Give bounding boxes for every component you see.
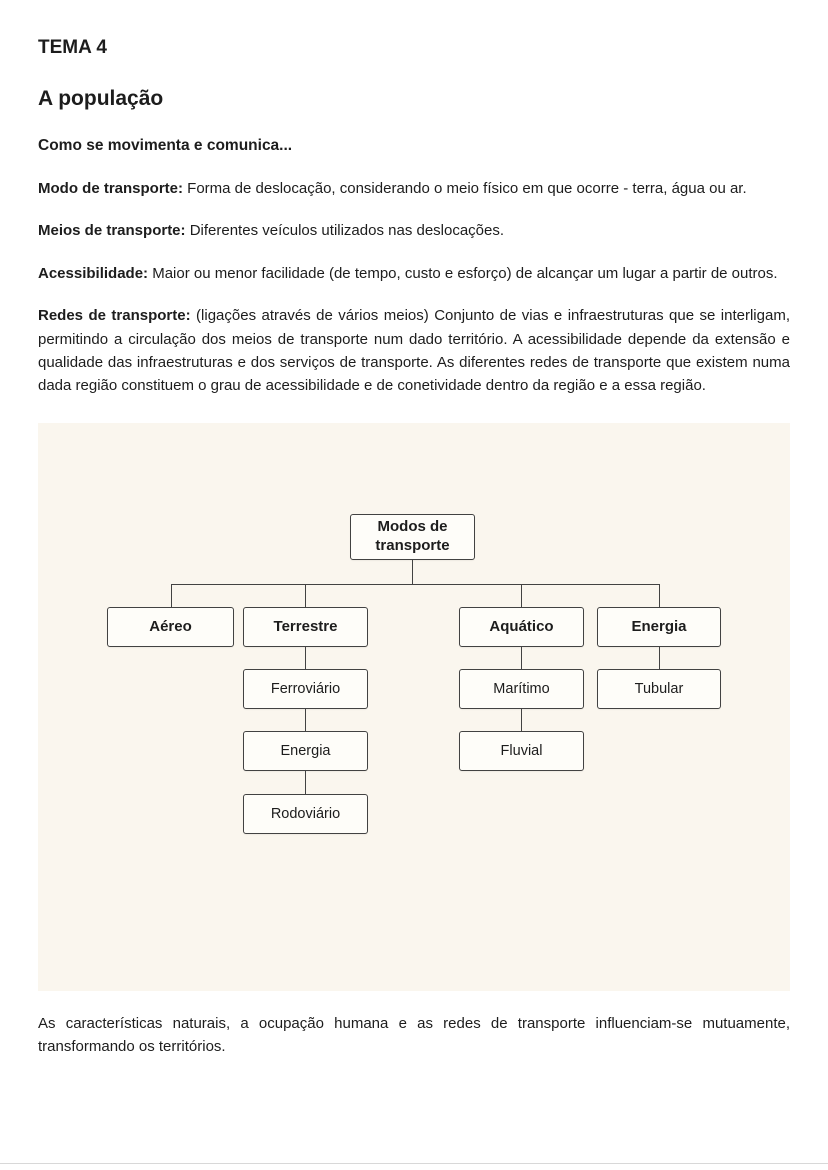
definition-term: Modo de transporte: xyxy=(38,180,183,197)
definition-text: Forma de deslocação, considerando o meio físico em que ocorre - terra, água ou ar. xyxy=(187,180,747,197)
connector-drop-aereo xyxy=(171,584,172,607)
connector-maritimo-fluvial xyxy=(521,709,522,731)
connector-drop-energia xyxy=(659,584,660,607)
page-title: TEMA 4 xyxy=(38,37,107,58)
definition-term: Redes de transporte: xyxy=(38,307,191,325)
diagram-node-energia-sub: Energia xyxy=(243,731,368,771)
definition-term: Acessibilidade: xyxy=(38,264,149,282)
connector-drop-terrestre xyxy=(305,584,306,607)
definition-redes-de-transporte xyxy=(38,304,790,398)
diagram-node-tubular: Tubular xyxy=(597,669,721,709)
diagram-node-energia: Energia xyxy=(597,607,721,647)
closing-paragraph: As características naturais, a ocupação humana e as redes de transporte influenciam-se mutuamente, transformando os territórios. xyxy=(38,1014,790,1056)
connector-aquatico-maritimo xyxy=(521,647,522,669)
connector-branch-bus xyxy=(171,584,660,585)
page-break-divider xyxy=(0,1163,828,1164)
intro-heading: Como se movimenta e comunica... xyxy=(38,137,293,154)
transport-modes-diagram xyxy=(38,423,790,991)
connector-ferroviario-energia xyxy=(305,709,306,731)
definition-text: Diferentes veículos utilizados nas deslocações. xyxy=(189,222,505,240)
definition-text: (ligações através de vários meios) Conjunto de vias e infraestruturas que se interligam, permitindo a circulação dos meios de transporte num dado território. A acessibilidade depende da extensão e qualidade das infraestruturas e dos serviços de transporte. As diferentes redes de transporte que existem numa dada região constituem o grau de acessibilidade e de conetividade dentro da região e a essa região. xyxy=(38,307,790,395)
connector-energia-tubular xyxy=(659,647,660,669)
diagram-node-fluvial: Fluvial xyxy=(459,731,584,771)
connector-root-trunk xyxy=(412,560,413,584)
connector-drop-aquatico xyxy=(521,584,522,607)
diagram-node-rodoviario: Rodoviário xyxy=(243,794,368,834)
diagram-node-aquatico: Aquático xyxy=(459,607,584,647)
definition-text: Maior ou menor facilidade (de tempo, custo e esforço) de alcançar um lugar a partir de outros. xyxy=(152,264,778,282)
diagram-node-maritimo: Marítimo xyxy=(459,669,584,709)
diagram-node-terrestre: Terrestre xyxy=(243,607,368,647)
connector-energia-rodoviario xyxy=(305,771,306,794)
connector-terrestre-ferroviario xyxy=(305,647,306,669)
definition-modo-de-transporte xyxy=(38,177,790,200)
diagram-node-ferroviario: Ferroviário xyxy=(243,669,368,709)
definition-meios-de-transporte xyxy=(38,219,790,242)
definition-acessibilidade xyxy=(38,262,790,285)
diagram-node-aereo: Aéreo xyxy=(107,607,234,647)
section-title: A população xyxy=(38,87,164,110)
definition-term: Meios de transporte: xyxy=(38,222,186,240)
diagram-node-root: Modos de transporte xyxy=(350,514,475,560)
